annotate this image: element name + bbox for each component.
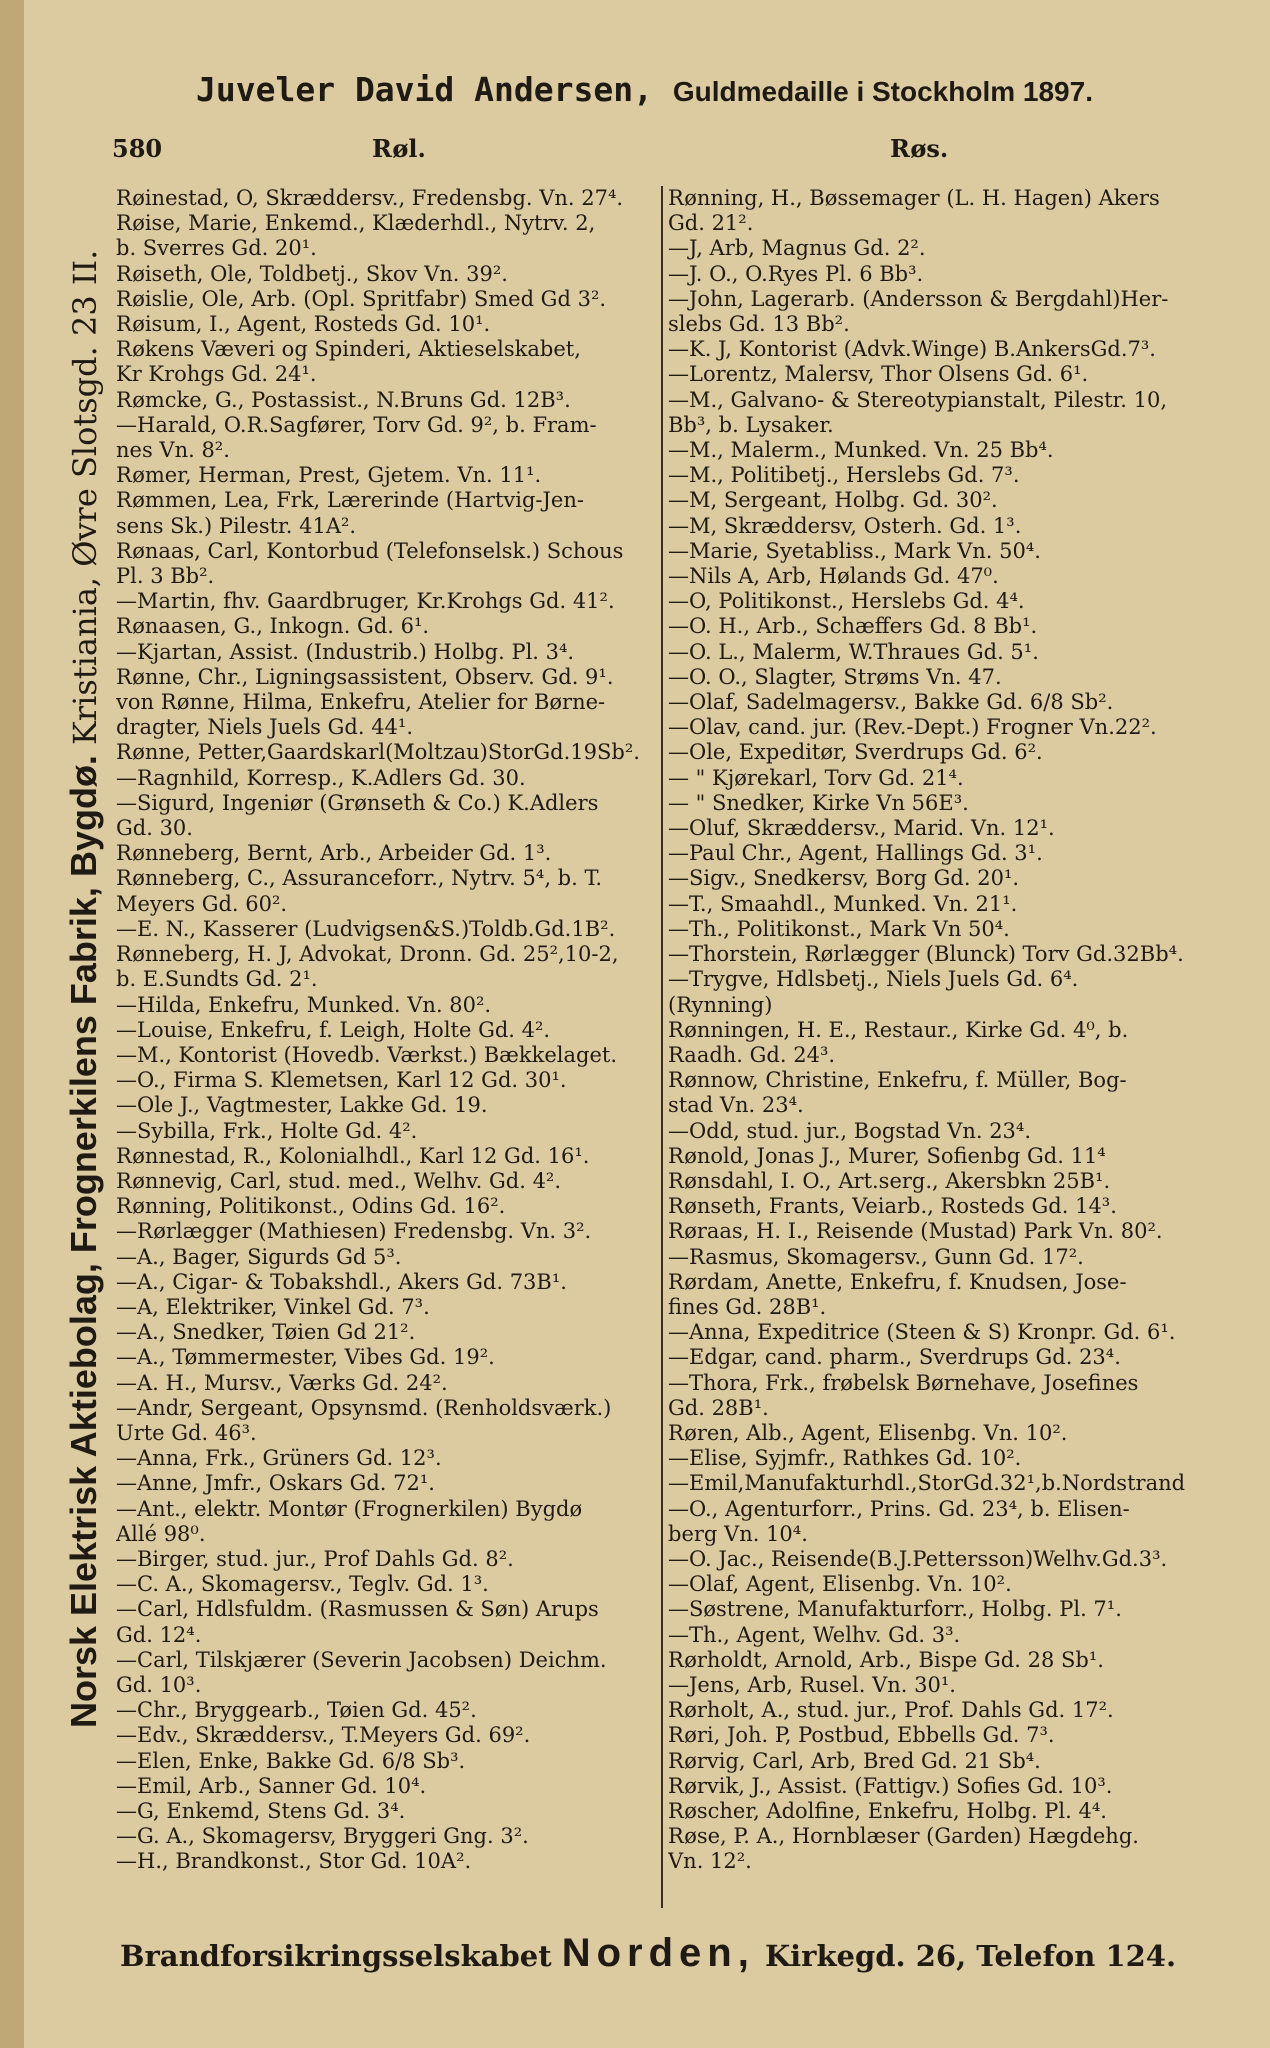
directory-entry: Pl. 3 Bb². <box>116 564 215 589</box>
right-column-heading: Røs. <box>890 134 949 163</box>
directory-entry: Røiseth, Ole, Toldbetj., Skov Vn. 39². <box>116 261 508 286</box>
directory-entry: —M., Malerm., Munked. Vn. 25 Bb⁴. <box>668 438 1054 463</box>
directory-entry: Rønseth, Frants, Veiarb., Rosteds Gd. 14³. <box>668 1194 1117 1219</box>
directory-entry: —O., Firma S. Klemetsen, Karl 12 Gd. 30¹. <box>116 1068 567 1093</box>
directory-entry: —Louise, Enkefru, f. Leigh, Holte Gd. 4². <box>116 1017 551 1042</box>
directory-entry: b. Sverres Gd. 20¹. <box>116 236 317 261</box>
directory-entry: —J, Arb, Magnus Gd. 2². <box>668 236 926 261</box>
directory-entry: —M, Skræddersv, Osterh. Gd. 1³. <box>668 513 1022 538</box>
directory-entry: —T., Smaahdl., Munked. Vn. 21¹. <box>668 891 1018 916</box>
directory-entry: —Thorstein, Rørlægger (Blunck) Torv Gd.32Bb⁴. <box>668 942 1184 967</box>
directory-entry: —Birger, stud. jur., Prof Dahls Gd. 8². <box>116 1546 514 1571</box>
directory-entry: von Rønne, Hilma, Enkefru, Atelier for Børne- <box>116 690 606 715</box>
directory-entry: Rønneberg, Bernt, Arb., Arbeider Gd. 1³. <box>116 841 552 866</box>
page-gutter <box>0 0 24 2048</box>
directory-entry: —Hilda, Enkefru, Munked. Vn. 80². <box>116 992 492 1017</box>
left-column-heading: Røl. <box>372 134 426 163</box>
footer-ad-name: Norden, <box>561 1931 755 1975</box>
directory-entry: —O. H., Arb., Schæffers Gd. 8 Bb¹. <box>668 614 1038 639</box>
directory-entry: —H., Brandkonst., Stor Gd. 10A². <box>116 1849 472 1874</box>
directory-entry: Gd. 10³. <box>116 1672 202 1697</box>
directory-entry: —A., Cigar- & Tobakshdl., Akers Gd. 73B¹. <box>116 1269 567 1294</box>
directory-entry: —Rasmus, Skomagersv., Gunn Gd. 17². <box>668 1244 1084 1269</box>
directory-entry: —M, Sergeant, Holbg. Gd. 30². <box>668 488 998 513</box>
directory-entry: Rønne, Chr., Ligningsassistent, Observ. Gd. 9¹. <box>116 664 614 689</box>
column-divider <box>661 186 663 1908</box>
directory-entry: Rønnevig, Carl, stud. med., Welhv. Gd. 4². <box>116 1168 562 1193</box>
directory-entry: Rønningen, H. E., Restaur., Kirke Gd. 4⁰, b. <box>668 1017 1129 1042</box>
footer-advertisement <box>120 1928 1220 1978</box>
directory-entry: —C. A., Skomagersv., Teglv. Gd. 1³. <box>116 1572 489 1597</box>
directory-entry: Rømmen, Lea, Frk, Lærerinde (Hartvig-Jen- <box>116 488 584 513</box>
directory-entry: Rønning, H., Bøssemager (L. H. Hagen) Akers <box>668 186 1160 210</box>
right-directory-column <box>668 186 1214 1875</box>
directory-entry: fines Gd. 28B¹. <box>668 1294 827 1319</box>
directory-entry: (Rynning) <box>668 992 773 1017</box>
directory-entry: —A, Elektriker, Vinkel Gd. 7³. <box>116 1294 430 1319</box>
directory-entry: —O, Politikonst., Herslebs Gd. 4⁴. <box>668 589 1025 614</box>
directory-entry: —Thora, Frk., frøbelsk Børnehave, Josefines <box>668 1370 1139 1395</box>
directory-entry: —Andr, Sergeant, Opsynsmd. (Renholdsværk.) <box>116 1395 612 1420</box>
directory-entry: Rønning, Politikonst., Odins Gd. 16². <box>116 1194 506 1219</box>
directory-entry: —Anne, Jmfr., Oskars Gd. 72¹. <box>116 1471 435 1496</box>
directory-entry: Røisum, I., Agent, Rosteds Gd. 10¹. <box>116 312 491 337</box>
directory-entry: stad Vn. 23⁴. <box>668 1093 804 1118</box>
directory-entry: —Oluf, Skræddersv., Marid. Vn. 12¹. <box>668 816 1055 841</box>
directory-entry: —K. J, Kontorist (Advk.Winge) B.AnkersGd.7³. <box>668 337 1156 362</box>
header-ad-sub: Guldmedaille i Stockholm 1897. <box>672 76 1093 107</box>
directory-entry: Røse, P. A., Hornblæser (Garden) Hægdehg. <box>668 1824 1139 1849</box>
directory-entry: dragter, Niels Juels Gd. 44¹. <box>116 715 414 740</box>
side-ad-sub: Kristiania, Øvre Slotsgd. 23 II. <box>66 249 104 746</box>
directory-entry: —O., Agenturforr., Prins. Gd. 23⁴, b. Elisen- <box>668 1496 1130 1521</box>
directory-entry: Gd. 28B¹. <box>668 1395 769 1420</box>
directory-entry: —Elise, Syjmfr., Rathkes Gd. 10². <box>668 1446 1022 1471</box>
directory-entry: Gd. 30. <box>116 816 193 841</box>
directory-entry: —Elen, Enke, Bakke Gd. 6/8 Sb³. <box>116 1748 466 1773</box>
directory-entry: —Ant., elektr. Montør (Frognerkilen) Bygdø <box>116 1496 583 1521</box>
directory-entry: —Paul Chr., Agent, Hallings Gd. 3¹. <box>668 841 1043 866</box>
header-advertisement <box>196 68 1156 112</box>
directory-entry: Røri, Joh. P, Postbud, Ebbells Gd. 7³. <box>668 1723 1055 1748</box>
side-advertisement <box>62 249 106 1728</box>
directory-entry: —Ole, Expeditør, Sverdrups Gd. 6². <box>668 740 1043 765</box>
directory-entry: —Kjartan, Assist. (Industrib.) Holbg. Pl. 3⁴. <box>116 639 575 664</box>
footer-ad-left: Brandforsikringsselskabet <box>120 1939 552 1973</box>
directory-entry: —Sybilla, Frk., Holte Gd. 4². <box>116 1118 418 1143</box>
directory-entry: —Th., Agent, Welhv. Gd. 3³. <box>668 1622 961 1647</box>
directory-entry: Rørdam, Anette, Enkefru, f. Knudsen, Jose- <box>668 1269 1127 1294</box>
directory-entry: —Ragnhild, Korresp., K.Adlers Gd. 30. <box>116 765 526 790</box>
directory-entry: Rønneberg, H. J, Advokat, Dronn. Gd. 25²,10-2, <box>116 942 619 967</box>
directory-entry: Rønneberg, C., Assuranceforr., Nytrv. 5⁴, b. T. <box>116 866 603 891</box>
directory-entry: —Trygve, Hdlsbetj., Niels Juels Gd. 6⁴. <box>668 967 1079 992</box>
directory-entry: Kr Krohgs Gd. 24¹. <box>116 362 317 387</box>
directory-entry: Rønne, Petter,Gaardskarl(Moltzau)StorGd.19Sb². <box>116 740 640 765</box>
directory-entry: —Th., Politikonst., Mark Vn 50⁴. <box>668 916 1010 941</box>
directory-entry: —Olaf, Sadelmagersv., Bakke Gd. 6/8 Sb². <box>668 690 1114 715</box>
directory-entry: slebs Gd. 13 Bb². <box>668 312 850 337</box>
directory-entry: —J. O., O.Ryes Pl. 6 Bb³. <box>668 261 924 286</box>
directory-entry: —Edgar, cand. pharm., Sverdrups Gd. 23⁴. <box>668 1345 1121 1370</box>
directory-entry: —M., Politibetj., Herslebs Gd. 7³. <box>668 463 1020 488</box>
directory-entry: —O. L., Malerm, W.Thraues Gd. 5¹. <box>668 639 1039 664</box>
directory-entry: Rørholdt, Arnold, Arb., Bispe Gd. 28 Sb¹. <box>668 1647 1104 1672</box>
directory-entry: Rønaasen, G., Inkogn. Gd. 6¹. <box>116 614 430 639</box>
directory-entry: —Olaf, Agent, Elisenbg. Vn. 10². <box>668 1572 1012 1597</box>
directory-entry: Rørvik, J., Assist. (Fattigv.) Sofies Gd. 10³. <box>668 1773 1113 1798</box>
directory-entry: Rørholt, A., stud. jur., Prof. Dahls Gd. 17². <box>668 1698 1114 1723</box>
directory-entry: —Carl, Hdlsfuldm. (Rasmussen & Søn) Arups <box>116 1597 599 1622</box>
directory-entry: —Sigurd, Ingeniør (Grønseth & Co.) K.Adlers <box>116 790 599 815</box>
directory-entry: — " Kjørekarl, Torv Gd. 21⁴. <box>668 765 964 790</box>
directory-entry: sens Sk.) Pilestr. 41A². <box>116 513 357 538</box>
directory-entry: Rønnestad, R., Kolonialhdl., Karl 12 Gd. 16¹. <box>116 1143 590 1168</box>
directory-entry: —G. A., Skomagersv, Bryggeri Gng. 3². <box>116 1824 529 1849</box>
directory-entry: Røkens Væveri og Spinderi, Aktieselskabet, <box>116 337 581 362</box>
directory-entry: —Martin, fhv. Gaardbruger, Kr.Krohgs Gd. 41². <box>116 589 615 614</box>
directory-entry: —Carl, Tilskjærer (Severin Jacobsen) Deichm. <box>116 1647 607 1672</box>
directory-entry: —Emil, Arb., Sanner Gd. 10⁴. <box>116 1773 427 1798</box>
directory-entry: —A. H., Mursv., Værks Gd. 24². <box>116 1370 448 1395</box>
directory-entry: Røislie, Ole, Arb. (Opl. Spritfabr) Smed Gd 3². <box>116 286 607 311</box>
directory-entry: —Anna, Expeditrice (Steen & S) Kronpr. Gd. 6¹. <box>668 1320 1176 1345</box>
directory-entry: —Odd, stud. jur., Bogstad Vn. 23⁴. <box>668 1118 1032 1143</box>
footer-ad-right: Kirkegd. 26, Telefon 124. <box>764 1939 1177 1973</box>
directory-entry: —Nils A, Arb, Hølands Gd. 47⁰. <box>668 564 999 589</box>
directory-entry: Allé 98⁰. <box>116 1521 206 1546</box>
directory-entry: Røinestad, O, Skræddersv., Fredensbg. Vn. 27⁴. <box>116 186 624 210</box>
directory-entry: Rønold, Jonas J., Murer, Sofienbg Gd. 11⁴ <box>668 1143 1106 1168</box>
directory-entry: —E. N., Kasserer (Ludvigsen&S.)Toldb.Gd.1B². <box>116 916 616 941</box>
left-directory-column <box>116 186 656 1875</box>
directory-entry: Rømcke, G., Postassist., N.Bruns Gd. 12B³. <box>116 387 571 412</box>
directory-entry: —G, Enkemd, Stens Gd. 3⁴. <box>116 1799 406 1823</box>
directory-entry: Rønsdahl, I. O., Art.serg., Akersbkn 25B¹. <box>668 1168 1111 1193</box>
directory-entry: Rørvig, Carl, Arb, Bred Gd. 21 Sb⁴. <box>668 1748 1041 1773</box>
directory-entry: —Harald, O.R.Sagfører, Torv Gd. 9², b. Fram- <box>116 412 597 437</box>
directory-entry: —Emil,Manufakturhdl.,StorGd.32¹,b.Nordstrand <box>668 1471 1186 1496</box>
directory-entry: Røren, Alb., Agent, Elisenbg. Vn. 10². <box>668 1420 1068 1445</box>
directory-entry: Raadh. Gd. 24³. <box>668 1042 836 1067</box>
directory-entry: Rømer, Herman, Prest, Gjetem. Vn. 11¹. <box>116 463 542 488</box>
directory-entry: —Jens, Arb, Rusel. Vn. 30¹. <box>668 1672 956 1697</box>
directory-entry: Gd. 21². <box>668 211 754 236</box>
directory-entry: —Marie, Syetabliss., Mark Vn. 50⁴. <box>668 538 1041 563</box>
header-ad-main: Juveler David Andersen, <box>196 70 653 109</box>
directory-entry: —A., Snedker, Tøien Gd 21². <box>116 1320 416 1345</box>
page-number: 580 <box>112 134 163 163</box>
directory-entry: —O. O., Slagter, Strøms Vn. 47. <box>668 664 1002 689</box>
directory-entry: b. E.Sundts Gd. 2¹. <box>116 967 318 992</box>
directory-entry: —O. Jac., Reisende(B.J.Pettersson)Welhv.Gd.3³. <box>668 1546 1168 1571</box>
directory-entry: Meyers Gd. 60². <box>116 891 288 916</box>
directory-entry: Gd. 12⁴. <box>116 1622 202 1647</box>
directory-entry: nes Vn. 8². <box>116 438 230 463</box>
directory-entry: —A., Bager, Sigurds Gd 5³. <box>116 1244 402 1269</box>
directory-entry: —Chr., Bryggearb., Tøien Gd. 45². <box>116 1698 477 1723</box>
directory-entry: —John, Lagerarb. (Andersson & Bergdahl)Her- <box>668 286 1169 311</box>
directory-entry: —Sigv., Snedkersv, Borg Gd. 20¹. <box>668 866 1020 891</box>
side-ad-main: Norsk Elektrisk Aktiebolag, Frognerkilens Fabrik, Bygdø. <box>63 755 104 1728</box>
directory-entry: berg Vn. 10⁴. <box>668 1521 808 1546</box>
directory-entry: —Anna, Frk., Grüners Gd. 12³. <box>116 1446 442 1471</box>
directory-entry: Røraas, H. I., Reisende (Mustad) Park Vn. 80². <box>668 1219 1163 1244</box>
directory-entry: —Søstrene, Manufakturforr., Holbg. Pl. 7¹. <box>668 1597 1122 1622</box>
directory-entry: —Rørlægger (Mathiesen) Fredensbg. Vn. 3². <box>116 1219 592 1244</box>
directory-entry: Urte Gd. 46³. <box>116 1420 257 1445</box>
directory-entry: — " Snedker, Kirke Vn 56E³. <box>668 790 969 815</box>
directory-entry: Røise, Marie, Enkemd., Klæderhdl., Nytrv. 2, <box>116 211 596 236</box>
directory-entry: —Edv., Skræddersv., T.Meyers Gd. 69². <box>116 1723 531 1748</box>
directory-entry: Røscher, Adolfine, Enkefru, Holbg. Pl. 4⁴. <box>668 1799 1107 1823</box>
directory-entry: —Lorentz, Malersv, Thor Olsens Gd. 6¹. <box>668 362 1089 387</box>
directory-entry: —M., Kontorist (Hovedb. Værkst.) Bækkelaget. <box>116 1042 617 1067</box>
directory-entry: —A., Tømmermester, Vibes Gd. 19². <box>116 1345 495 1370</box>
directory-entry: Rønaas, Carl, Kontorbud (Telefonselsk.) Schous <box>116 538 624 563</box>
directory-entry: Bb³, b. Lysaker. <box>668 412 834 437</box>
directory-entry: —Olav, cand. jur. (Rev.-Dept.) Frogner Vn.22². <box>668 715 1157 740</box>
directory-entry: Vn. 12². <box>668 1849 752 1874</box>
directory-entry: —Ole J., Vagtmester, Lakke Gd. 19. <box>116 1093 488 1118</box>
directory-entry: —M., Galvano- & Stereotypianstalt, Pilestr. 10, <box>668 387 1168 412</box>
directory-entry: Rønnow, Christine, Enkefru, f. Müller, Bog- <box>668 1068 1127 1093</box>
